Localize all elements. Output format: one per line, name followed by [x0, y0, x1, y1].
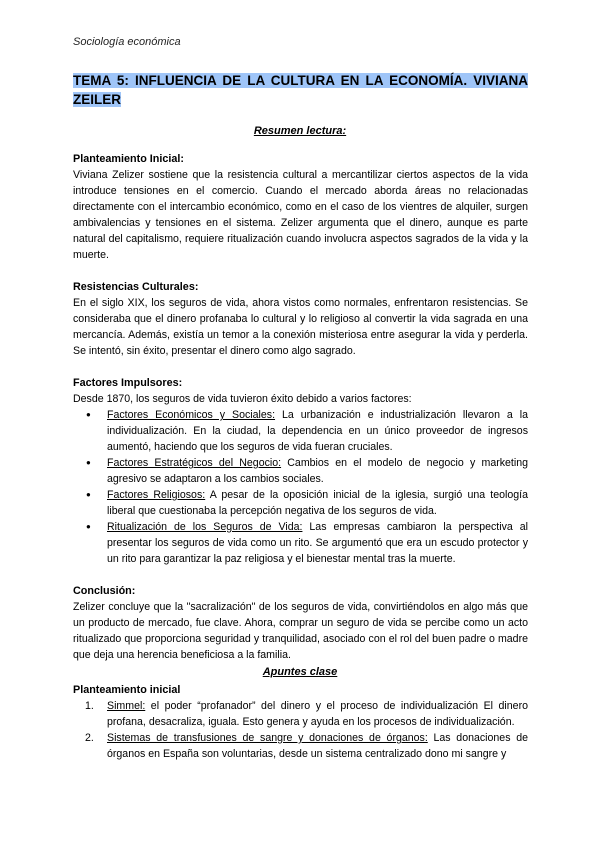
list-item [73, 407, 528, 455]
list-item-text: La urbanización e industrialización llevaron a la individualización. En la ciudad, la dependencia en un único proveedor de ingresos aumentó, haciendo que los seguros de vida fueran cruciales. [107, 409, 528, 453]
section-text-planteamiento: Viviana Zelizer sostiene que la resistencia cultural a mercantilizar ciertos aspectos de la vida introduce tensiones en el comercio. Cuando el mercado aborda áreas no relacionadas directamente con el intercambio económico, como en el caso de los vientres de alquiler, surgen ambivalencias y tensiones en el sistema. Zelizer argumenta que el dinero, aunque es parte natural del capitalismo, requiere ritualización cuando involucra aspectos sagrados de la vida y la muerte. [73, 169, 528, 261]
section-text-resistencias: En el siglo XIX, los seguros de vida, ahora vistos como normales, enfrentaron resistencias. Se consideraba que el dinero profanaba lo cultural y lo religioso al convertir la vida sagrada en una mercancía. Además, existía un temor a la conexión misteriosa entre asegurar la vida y perderla. Se intentó, sin éxito, presentar el dinero como algo sagrado. [73, 297, 528, 357]
list-item-label: Simmel: [107, 700, 146, 712]
page-header: Sociología económica [73, 36, 181, 48]
list-item [73, 519, 528, 567]
notes-section-heading: Planteamiento inicial [73, 684, 181, 696]
list-item [73, 698, 528, 730]
summary-heading: Resumen lectura: [253, 125, 347, 137]
list-item-label: Factores Económicos y Sociales: [107, 409, 276, 421]
list-item-number: 2. [85, 732, 94, 744]
list-item-label: Factores Religiosos: [107, 489, 206, 501]
list-item-text: el poder “profanador” del dinero y el proceso de individualización El dinero profana, desacraliza, iguala. Esto genera y ayuda en los procesos de individualización. [107, 700, 528, 728]
summary-content [73, 151, 528, 679]
title-highlight: TEMA 5: INFLUENCIA DE LA CULTURA EN LA ECONOMÍA. VIVIANA ZEILER [73, 73, 528, 107]
list-item-label: Sistemas de transfusiones de sangre y donaciones de órganos: [107, 732, 428, 744]
list-item-label: Factores Estratégicos del Negocio: [107, 457, 282, 469]
section-text-conclusion: Zelizer concluye que la "sacralización" de los seguros de vida, convirtiéndolos en algo más que un producto de mercado, fue clave. Ahora, comprar un seguro de vida se percibe como un acto ritualizado que proporciona seguridad y tranquilidad, asociado con el rol del buen padre o madre que deja una herencia beneficiosa a la familia. [73, 601, 528, 661]
document-title [73, 71, 528, 109]
list-item-text: A pesar de la oposición inicial de la iglesia, surgió una teología liberal que cuestionaba la percepción negativa de los seguros de vida. [107, 489, 528, 517]
list-item-number: 1. [85, 700, 94, 712]
list-item [73, 487, 528, 519]
list-item [73, 730, 528, 762]
section-heading-factores: Factores Impulsores: [73, 377, 183, 389]
notes-heading: Apuntes clase [262, 666, 338, 678]
list-item-text: Cambios en el modelo de negocio y marketing agresivo se adaptaron a los cambios sociales. [107, 457, 529, 485]
list-item-text: Las donaciones de órganos en España son voluntarias, desde un sistema centralizado dono mi sangre y [107, 732, 528, 760]
section-heading-conclusion: Conclusión: [73, 585, 136, 597]
list-item-text: Las empresas cambiaron la perspectiva al presentar los seguros de vida como un rito. Se argumentó que era un escudo protector y un rito para garantizar la paz religiosa y el bienestar mental tras la muerte. [107, 521, 528, 565]
list-item [73, 455, 528, 487]
notes-list [73, 698, 528, 762]
section-intro-factores: Desde 1870, los seguros de vida tuvieron éxito debido a varios factores: [73, 393, 412, 405]
factores-list [73, 407, 528, 567]
list-item-label: Ritualización de los Seguros de Vida: [107, 521, 303, 533]
notes-content [73, 682, 528, 762]
section-heading-resistencias: Resistencias Culturales: [73, 281, 199, 293]
section-heading-planteamiento: Planteamiento Inicial: [73, 153, 184, 165]
